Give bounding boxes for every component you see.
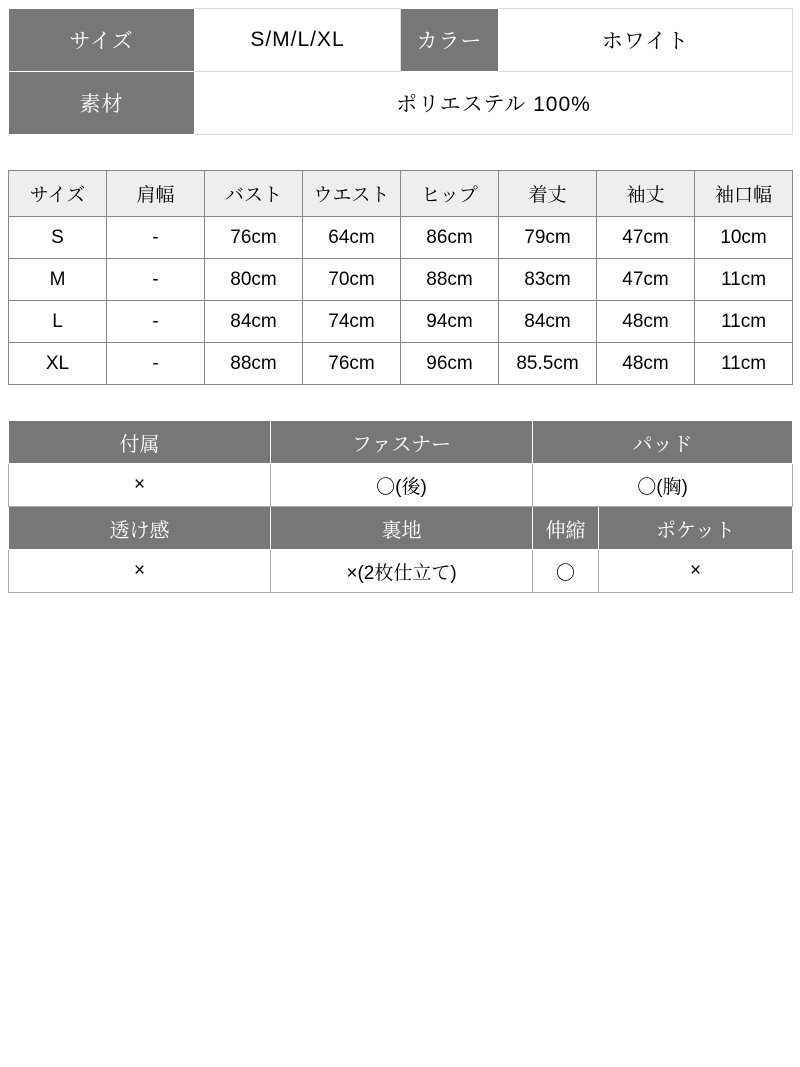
size-chart-table <box>8 170 793 385</box>
table-row <box>9 464 793 507</box>
size-chart-cell: 80cm <box>205 259 303 301</box>
size-chart-header-cell: 袖口幅 <box>695 171 793 217</box>
attr-header-pocket: ポケット <box>599 507 793 550</box>
attr-header-pad: パッド <box>533 421 793 464</box>
table-row <box>9 72 793 135</box>
size-chart-cell: 48cm <box>597 301 695 343</box>
size-chart-cell: 47cm <box>597 259 695 301</box>
size-chart-cell: 94cm <box>401 301 499 343</box>
size-chart-cell: 74cm <box>303 301 401 343</box>
size-chart-cell: L <box>9 301 107 343</box>
attr-header-zipper: ファスナー <box>271 421 533 464</box>
spec-value-material: ポリエステル 100% <box>195 72 793 135</box>
spec-summary-table <box>8 8 793 135</box>
table-row <box>9 217 793 259</box>
size-chart-cell: 11cm <box>695 259 793 301</box>
size-chart-cell: 88cm <box>205 343 303 385</box>
size-chart-cell: 11cm <box>695 343 793 385</box>
attr-value-lining: ×(2枚仕立て) <box>271 550 533 593</box>
size-chart-cell: 47cm <box>597 217 695 259</box>
size-chart-header-cell: バスト <box>205 171 303 217</box>
table-row <box>9 301 793 343</box>
size-chart-header-cell: 肩幅 <box>107 171 205 217</box>
size-chart-cell: XL <box>9 343 107 385</box>
attr-value-stretch: 〇 <box>533 550 599 593</box>
size-chart-cell: 11cm <box>695 301 793 343</box>
size-chart-cell: 70cm <box>303 259 401 301</box>
size-chart-cell: - <box>107 343 205 385</box>
size-chart-header-cell: ウエスト <box>303 171 401 217</box>
size-chart-header-cell: 袖丈 <box>597 171 695 217</box>
table-row <box>9 259 793 301</box>
size-chart-cell: 48cm <box>597 343 695 385</box>
size-chart-cell: - <box>107 217 205 259</box>
size-chart-header-cell: 着丈 <box>499 171 597 217</box>
size-chart-cell: 86cm <box>401 217 499 259</box>
spec-value-size: S/M/L/XL <box>195 9 401 72</box>
size-chart-cell: 76cm <box>303 343 401 385</box>
attr-value-accessory: × <box>9 464 271 507</box>
spec-label-material: 素材 <box>9 72 195 135</box>
size-chart-header-cell: ヒップ <box>401 171 499 217</box>
attributes-table <box>8 420 793 593</box>
spec-value-color: ホワイト <box>499 9 793 72</box>
table-row <box>9 343 793 385</box>
attr-value-pocket: × <box>599 550 793 593</box>
table-row <box>9 550 793 593</box>
spec-label-size: サイズ <box>9 9 195 72</box>
size-chart-cell: 76cm <box>205 217 303 259</box>
size-chart-cell: 79cm <box>499 217 597 259</box>
size-chart-cell: 96cm <box>401 343 499 385</box>
table-row <box>9 421 793 464</box>
attr-value-pad: 〇(胸) <box>533 464 793 507</box>
size-chart-cell: 84cm <box>205 301 303 343</box>
size-chart-cell: S <box>9 217 107 259</box>
size-chart-cell: - <box>107 301 205 343</box>
attr-header-stretch: 伸縮 <box>533 507 599 550</box>
size-chart-cell: 10cm <box>695 217 793 259</box>
size-chart-header-cell: サイズ <box>9 171 107 217</box>
size-chart-cell: 83cm <box>499 259 597 301</box>
attr-header-accessory: 付属 <box>9 421 271 464</box>
attr-value-sheerness: × <box>9 550 271 593</box>
size-chart-cell: M <box>9 259 107 301</box>
size-chart-cell: 84cm <box>499 301 597 343</box>
size-chart-cell: 88cm <box>401 259 499 301</box>
size-chart-cell: - <box>107 259 205 301</box>
spec-label-color: カラー <box>401 9 499 72</box>
attr-value-zipper: 〇(後) <box>271 464 533 507</box>
table-row <box>9 507 793 550</box>
size-chart-header-row <box>9 171 793 217</box>
table-row <box>9 9 793 72</box>
size-chart-cell: 64cm <box>303 217 401 259</box>
attr-header-lining: 裏地 <box>271 507 533 550</box>
attr-header-sheerness: 透け感 <box>9 507 271 550</box>
size-chart-cell: 85.5cm <box>499 343 597 385</box>
